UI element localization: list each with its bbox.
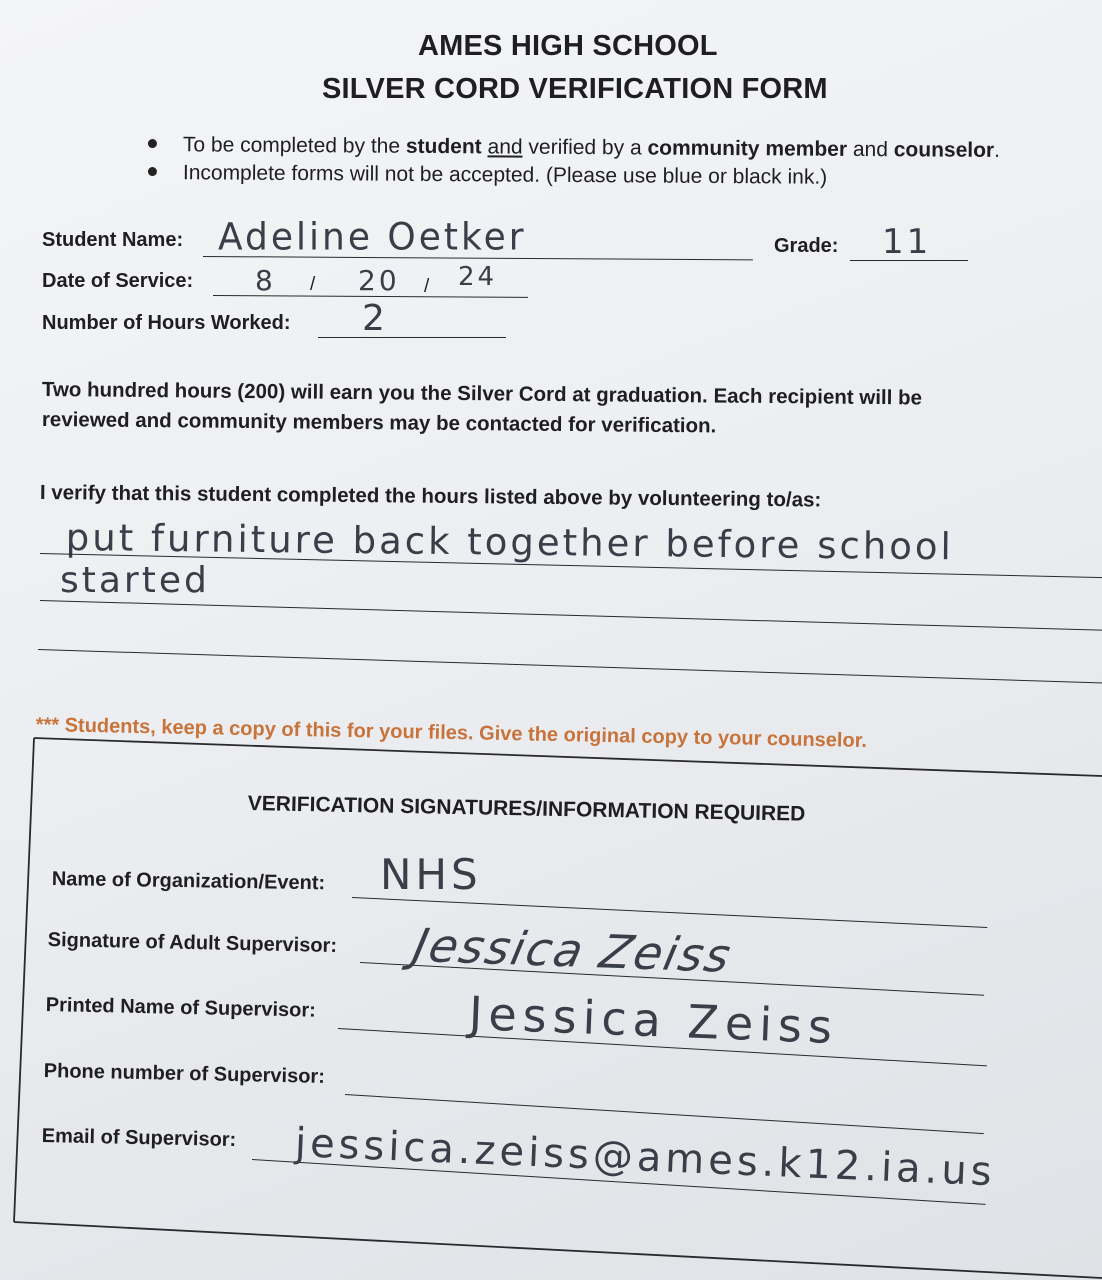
hours-value: 2 bbox=[362, 298, 388, 339]
date-separator-1: / bbox=[310, 274, 316, 295]
verification-heading: VERIFICATION SIGNATURES/INFORMATION REQUIRED bbox=[247, 792, 806, 826]
grade-value: 11 bbox=[882, 222, 932, 262]
signature-value: Jessica Zeiss bbox=[408, 918, 738, 983]
instruction-bullet-2: Incomplete forms will not be accepted. (Please use blue or black ink.) bbox=[148, 161, 827, 190]
date-day-value: 20 bbox=[358, 264, 400, 297]
date-separator-2: / bbox=[424, 276, 430, 297]
signature-label: Signature of Adult Supervisor: bbox=[47, 929, 338, 958]
organization-label: Name of Organization/Event: bbox=[51, 868, 326, 895]
student-name-label: Student Name: bbox=[42, 229, 184, 251]
email-value: jessica.zeiss@ames.k12.ia.us bbox=[294, 1120, 997, 1196]
instruction-bullet-1: To be completed by the student and verified by a community member and counselor. bbox=[148, 133, 1000, 163]
date-year-value: 24 bbox=[458, 262, 498, 292]
verify-label: I verify that this student completed the hours listed above by volunteering to/as: bbox=[39, 481, 822, 512]
verify-line-1-value: put furniture back together before school bbox=[65, 516, 955, 569]
grade-label: Grade: bbox=[774, 235, 839, 257]
copy-note: *** Students, keep a copy of this for your files. Give the original copy to your counselor. bbox=[35, 714, 868, 752]
date-month-value: 8 bbox=[255, 264, 276, 297]
school-name: AMES HIGH SCHOOL bbox=[418, 30, 718, 62]
info-line-1: Two hundred hours (200) will earn you the Silver Cord at graduation. Each recipient will be bbox=[41, 378, 923, 410]
date-label: Date of Service: bbox=[42, 270, 194, 292]
printed-name-value: Jessica Zeiss bbox=[467, 986, 839, 1055]
verify-line-2-value: started bbox=[60, 560, 210, 601]
form-title: SILVER CORD VERIFICATION FORM bbox=[322, 73, 828, 105]
organization-value: NHS bbox=[380, 850, 482, 899]
printed-name-label: Printed Name of Supervisor: bbox=[45, 994, 317, 1022]
phone-label: Phone number of Supervisor: bbox=[43, 1060, 326, 1088]
hours-label: Number of Hours Worked: bbox=[42, 312, 291, 334]
info-line-2: reviewed and community members may be contacted for verification. bbox=[41, 408, 717, 438]
email-label: Email of Supervisor: bbox=[41, 1125, 237, 1152]
student-name-value: Adeline Oetker bbox=[218, 216, 527, 260]
